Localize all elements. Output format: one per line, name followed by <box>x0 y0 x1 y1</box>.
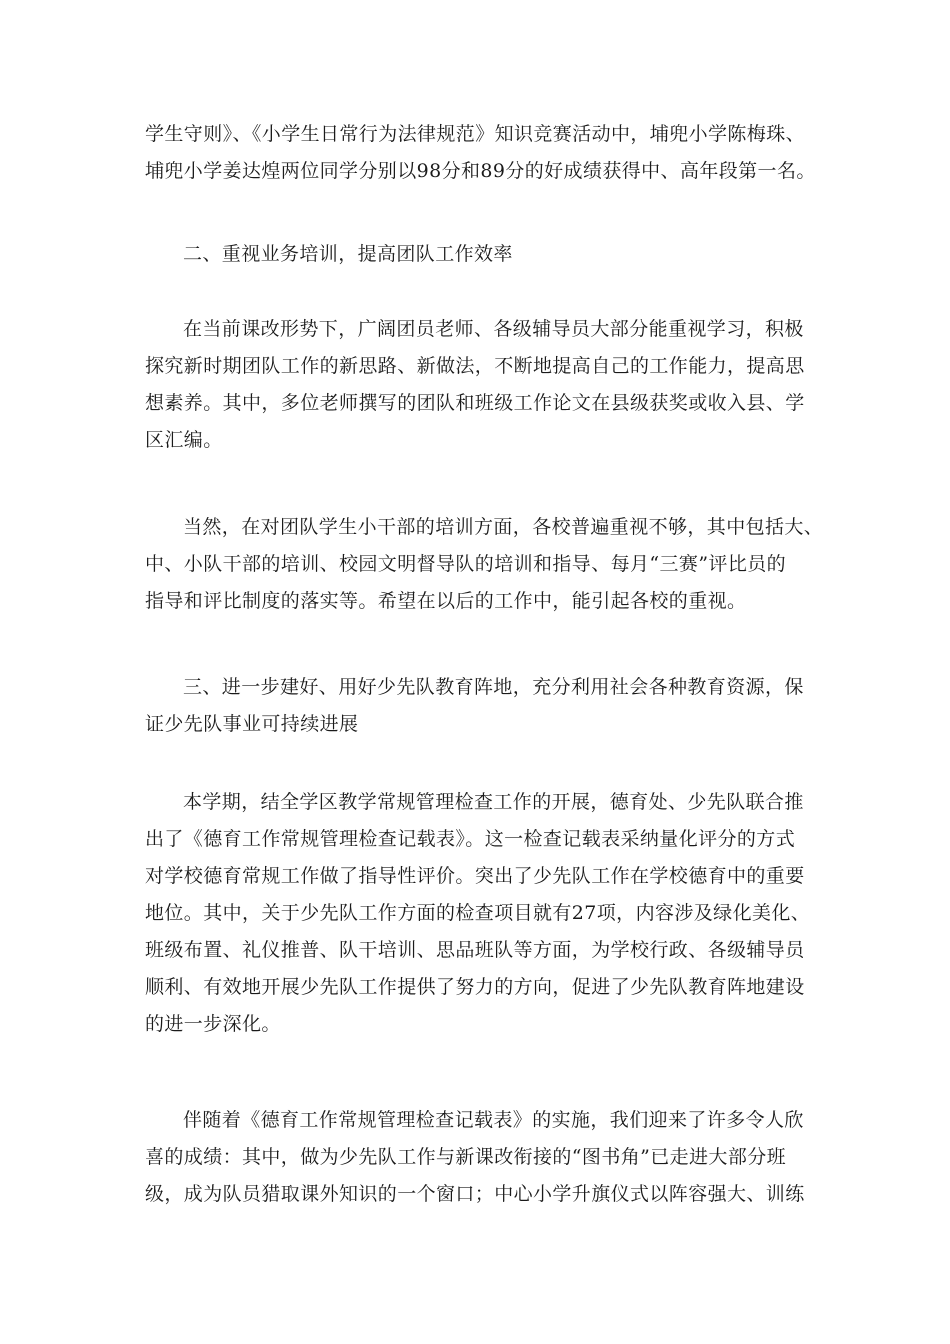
text-line: 中、小队干部的培训、校园文明督导队的培训和指导、每月“三赛”评比员的 <box>145 553 787 575</box>
text-line: 区汇编。 <box>145 429 223 451</box>
text-line: 顺利、有效地开展少先队工作提供了努力的方向，促进了少先队教育阵地建设 <box>145 976 805 998</box>
section-heading-2 <box>145 236 805 273</box>
text-line: 级，成为队员猎取课外知识的一个窗口；中心小学升旗仪式以阵容强大、训练 <box>145 1183 805 1205</box>
text-line: 地位。其中，关于少先队工作方面的检查项目就有27项，内容涉及绿化美化、 <box>145 902 811 924</box>
paragraph-cadre-training <box>145 509 824 620</box>
text-line: 指导和评比制度的落实等。希望在以后的工作中，能引起各校的重视。 <box>145 590 747 612</box>
paragraph-continuation <box>145 116 816 190</box>
text-line: 在当前课改形势下，广阔团员老师、各级辅导员大部分能重视学习，积极 <box>183 318 804 340</box>
text-line: 探究新时期团队工作的新思路、新做法，不断地提高自己的工作能力，提高思 <box>145 355 805 377</box>
text-line: 本学期，结全学区教学常规管理检查工作的开展，德育处、少先队联合推 <box>183 791 804 813</box>
section-heading-3 <box>145 669 805 743</box>
text-line: 当然，在对团队学生小干部的培训方面，各校普遍重视不够，其中包括大、 <box>183 516 824 538</box>
text-line: 想素养。其中，多位老师撰写的团队和班级工作论文在县级获奖或收入县、学 <box>145 392 805 414</box>
paragraph-checklist <box>145 784 811 1043</box>
heading-line: 二、重视业务培训，提高团队工作效率 <box>183 243 513 265</box>
text-line: 出了《德育工作常规管理检查记载表》。这一检查记载表采纳量化评分的方式 <box>145 828 796 850</box>
paragraph-achievements <box>145 1102 805 1213</box>
paragraph-training <box>145 311 805 459</box>
text-line: 的进一步深化。 <box>145 1013 281 1035</box>
text-line: 对学校德育常规工作做了指导性评价。突出了少先队工作在学校德育中的重要 <box>145 865 805 887</box>
text-line: 埔兜小学姜达煌两位同学分别以98分和89分的好成绩获得中、高年段第一名。 <box>145 160 816 182</box>
heading-line: 证少先队事业可持续进展 <box>145 713 359 735</box>
heading-line: 三、进一步建好、用好少先队教育阵地，充分利用社会各种教育资源，保 <box>183 676 804 698</box>
text-line: 学生守则》、《小学生日常行为法律规范》知识竞赛活动中，埔兜小学陈梅珠、 <box>145 123 806 145</box>
text-line: 伴随着《德育工作常规管理检查记载表》的实施，我们迎来了许多令人欣 <box>183 1109 804 1131</box>
text-line: 班级布置、礼仪推普、队干培训、思品班队等方面，为学校行政、各级辅导员 <box>145 939 805 961</box>
text-line: 喜的成绩：其中，做为少先队工作与新课改衔接的“图书角”已走进大部分班 <box>145 1146 787 1168</box>
